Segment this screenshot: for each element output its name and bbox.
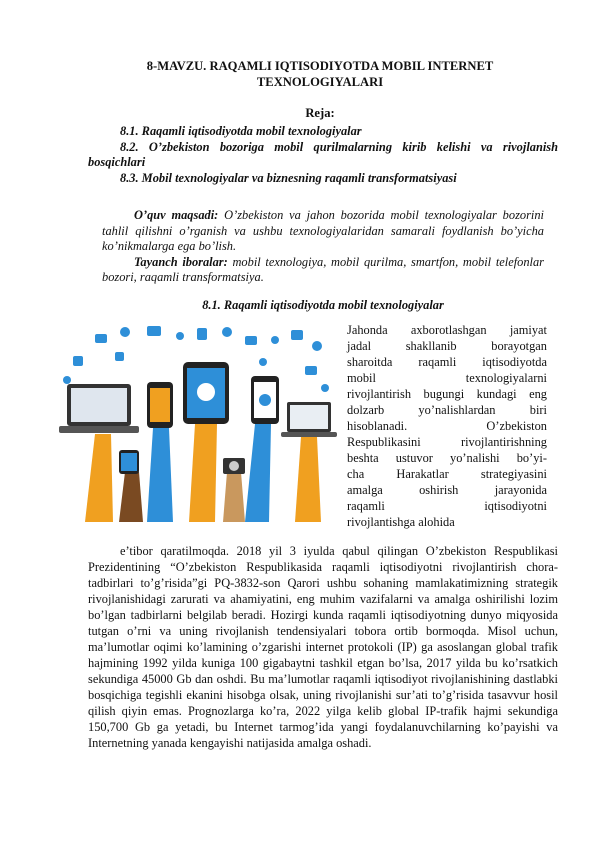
- laptop-icon: [59, 384, 139, 433]
- mobile-devices-illustration: [55, 322, 337, 522]
- plan-list: [88, 124, 558, 186]
- main-paragraph: [88, 543, 558, 751]
- plan-heading: Reja:: [305, 106, 335, 120]
- plan-item: 8.2. O’zbekiston bozoriga mobil qurilmalarning kirib kelishi va rivojlanish: [120, 139, 558, 154]
- side-line: dolzarb yo’nalishlardan biri: [347, 403, 547, 417]
- goal-text: O’zbekiston va jahon bozorida mobil texnologiyalar bozorini tahlil qilishni o’rganish va ushbu texnologiyalaridan samarali foydlanish bo’yicha ko’nikmalarga ega bo’lish.: [102, 208, 544, 254]
- goal-paragraph: [102, 208, 544, 255]
- smartphone-icon: [147, 382, 173, 428]
- smartphone-icon: [251, 376, 279, 424]
- side-line: amalga oshirish jarayonida: [347, 483, 547, 497]
- keywords-paragraph: [102, 255, 544, 286]
- side-line: raqamli iqtisodiyotni: [347, 499, 547, 513]
- side-line: Jahonda axborotlashgan jamiyat: [347, 323, 547, 337]
- laptop-icon: [281, 402, 337, 437]
- side-line: rivojlantirish bugungi kundagi eng: [347, 387, 547, 401]
- main-text: e’tibor qaratilmoqda. 2018 yil 3 iyulda qabul qilingan O’zbekiston Respublikasi Prezidentining “O’zbekiston Respublikasida raqamli iqtisodiyotni rivojlantirish chora-tadbirlari to’g’risida”gi PQ-3832-son Qarori ushbu sohaning mamlakatimizning strategik rivojlanishidagi zarurati va ahamiyatini, eng muhim vazifalarni va amalga oshirilishi lozim bo’lgan tadbirlarni belgilab beradi. Hozirgi kunda raqamli iqtisodiyotning dunyo miqyosida tutgan o’rni va uning rivojlanish tendensiyalari tobora ortib bormoqda. Misol uchun, ma’lumotlar oqimi ko’lamining o’zgarishi internet protokoli (IP) ga asoslangan global trafik hajmining 1992 yilda kuniga 100 gigabaytni tashkil etgan bo’lsa, 2017 yilda bu ko’rsatkich sekundiga 45000 Gb dan oshdi. Bu ma’lumotlar raqamli iqtisodiyot rivojlanishining dastlabki bosqichiga tegishli ekanini hisobga olsak, uning rivojlanishi sur’ati to’g’risida tasavvur hosil qilish qiyin emas. Prognozlarga ko’ra, 2022 yilga kelib global IP-trafik hajmi sekundiga 150,700 Gb ga yetadi, bu Internet tarmog’ida yangi foydalanuvchilarning ko’payishi va Internetning yanada kengayishi natijasida amalga oshadi.: [88, 544, 558, 750]
- side-line: beshta ustuvor yo’nalishi bo’yi-: [347, 451, 547, 465]
- goal-label: O’quv maqsadi:: [134, 208, 219, 222]
- side-line: hisoblanadi. O’zbekiston: [347, 419, 547, 433]
- document-title: [90, 58, 550, 90]
- goal-block: [102, 208, 544, 286]
- plan-item-continuation: bosqichlari: [88, 155, 146, 170]
- side-paragraph: [347, 322, 547, 530]
- section-title: 8.1. Raqamli iqtisodiyotda mobil texnologiyalar: [202, 298, 444, 312]
- tablet-icon: [183, 362, 229, 424]
- title-line-2: TEXNOLOGIYALARI: [256, 75, 384, 89]
- camera-icon: [223, 458, 245, 474]
- side-line: cha Harakatlar strategiyasini: [347, 467, 547, 481]
- keywords-label: Tayanch iboralar:: [134, 254, 228, 269]
- side-line: rivojlantishga alohida: [347, 515, 455, 529]
- side-line: sharoitda raqamli iqtisodiyotda: [347, 355, 547, 369]
- side-line: jadal shakllanib borayotgan: [347, 339, 547, 353]
- keywords-text: mobil texnologiya, mobil qurilma, smartfon, mobil telefonlar bozori, raqamli transformatsiya.: [102, 254, 545, 285]
- smartphone-icon: [119, 450, 139, 474]
- plan-item: 8.1. Raqamli iqtisodiyotda mobil texnologiyalar: [120, 124, 362, 138]
- plan-item: 8.3. Mobil texnologiyalar va biznesning raqamli transformatsiyasi: [120, 170, 457, 185]
- title-line-1: 8-MAVZU. RAQAMLI IQTISODIYOTDA MOBIL INTERNET: [146, 59, 494, 73]
- side-line: Respublikasini rivojlantirishning: [347, 435, 547, 449]
- side-line: mobil texnologiyalarni: [347, 371, 547, 385]
